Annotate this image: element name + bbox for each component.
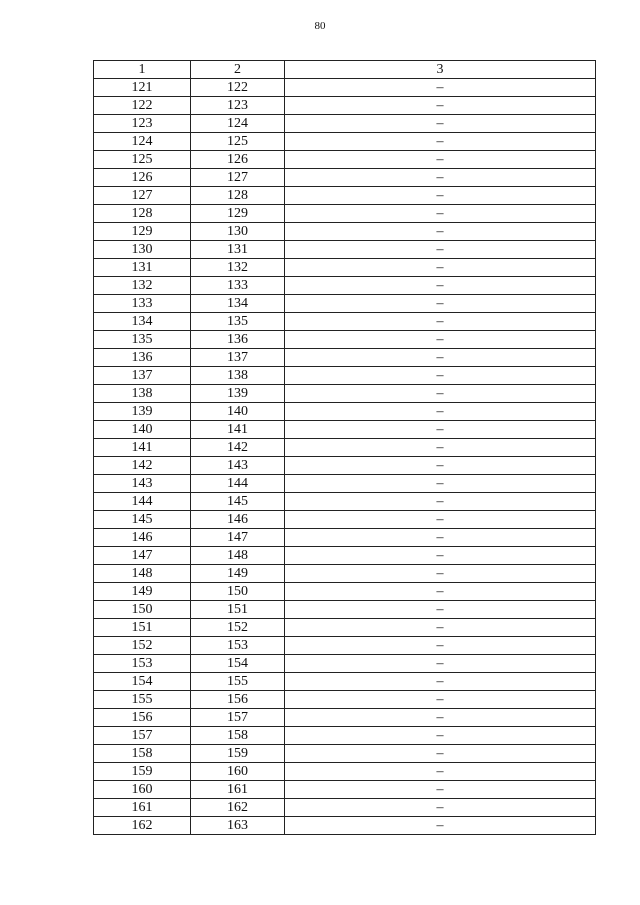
table-cell-col-3: – bbox=[285, 637, 596, 655]
table-row bbox=[94, 457, 596, 475]
table-cell-col-1: 142 bbox=[94, 457, 191, 475]
table-cell-col-2: 163 bbox=[191, 817, 285, 835]
table-cell-col-2: 130 bbox=[191, 223, 285, 241]
table-cell-col-3: – bbox=[285, 259, 596, 277]
table-cell-col-1: 139 bbox=[94, 403, 191, 421]
table-cell-col-2: 156 bbox=[191, 691, 285, 709]
table-cell-col-3: – bbox=[285, 403, 596, 421]
table-cell-col-1: 124 bbox=[94, 133, 191, 151]
table-cell-col-3: – bbox=[285, 367, 596, 385]
table-cell-col-1: 125 bbox=[94, 151, 191, 169]
table-cell-col-2: 161 bbox=[191, 781, 285, 799]
table-cell-col-2: 145 bbox=[191, 493, 285, 511]
table-cell-col-3: – bbox=[285, 313, 596, 331]
table-cell-col-3: – bbox=[285, 475, 596, 493]
table-cell-col-2: 151 bbox=[191, 601, 285, 619]
table-cell-col-2: 140 bbox=[191, 403, 285, 421]
table-cell-col-1: 122 bbox=[94, 97, 191, 115]
table-cell-col-2: 133 bbox=[191, 277, 285, 295]
table-row bbox=[94, 547, 596, 565]
table-cell-col-2: 129 bbox=[191, 205, 285, 223]
table-row bbox=[94, 691, 596, 709]
table-cell-col-1: 132 bbox=[94, 277, 191, 295]
table-row bbox=[94, 223, 596, 241]
table-cell-col-3: – bbox=[285, 349, 596, 367]
table-row bbox=[94, 187, 596, 205]
table-cell-col-3: – bbox=[285, 529, 596, 547]
table-row bbox=[94, 367, 596, 385]
table-cell-col-3: – bbox=[285, 277, 596, 295]
table-row bbox=[94, 637, 596, 655]
table-cell-col-1: 153 bbox=[94, 655, 191, 673]
table-cell-col-2: 124 bbox=[191, 115, 285, 133]
page-number: 80 bbox=[314, 20, 326, 32]
table-cell-col-2: 146 bbox=[191, 511, 285, 529]
table-row bbox=[94, 205, 596, 223]
table-row bbox=[94, 475, 596, 493]
table-cell-col-1: 140 bbox=[94, 421, 191, 439]
table-row bbox=[94, 529, 596, 547]
table-row bbox=[94, 709, 596, 727]
table-cell-col-3: – bbox=[285, 763, 596, 781]
table-cell-col-2: 143 bbox=[191, 457, 285, 475]
table-cell-col-1: 161 bbox=[94, 799, 191, 817]
table-cell-col-2: 153 bbox=[191, 637, 285, 655]
table-cell-col-1: 134 bbox=[94, 313, 191, 331]
table-cell-col-3: – bbox=[285, 727, 596, 745]
table-cell-col-1: 141 bbox=[94, 439, 191, 457]
table-cell-col-3: – bbox=[285, 691, 596, 709]
table-cell-col-3: – bbox=[285, 781, 596, 799]
table-row bbox=[94, 421, 596, 439]
table-cell-col-2: 123 bbox=[191, 97, 285, 115]
table-cell-col-3: – bbox=[285, 385, 596, 403]
table-cell-col-1: 126 bbox=[94, 169, 191, 187]
table-cell-col-2: 160 bbox=[191, 763, 285, 781]
table-cell-col-1: 143 bbox=[94, 475, 191, 493]
table-cell-col-3: – bbox=[285, 331, 596, 349]
table-cell-col-2: 157 bbox=[191, 709, 285, 727]
table-row bbox=[94, 385, 596, 403]
table-body bbox=[94, 79, 596, 835]
table-cell-col-3: – bbox=[285, 169, 596, 187]
table-row bbox=[94, 169, 596, 187]
table-cell-col-2: 122 bbox=[191, 79, 285, 97]
table-cell-col-3: – bbox=[285, 295, 596, 313]
table-cell-col-3: – bbox=[285, 205, 596, 223]
header-cell-2: 2 bbox=[191, 61, 285, 79]
table-cell-col-3: – bbox=[285, 493, 596, 511]
table-cell-col-3: – bbox=[285, 709, 596, 727]
table-row bbox=[94, 259, 596, 277]
table-row bbox=[94, 331, 596, 349]
table-cell-col-2: 158 bbox=[191, 727, 285, 745]
table-cell-col-2: 137 bbox=[191, 349, 285, 367]
table-cell-col-3: – bbox=[285, 583, 596, 601]
table-cell-col-2: 152 bbox=[191, 619, 285, 637]
table-cell-col-3: – bbox=[285, 565, 596, 583]
table-cell-col-3: – bbox=[285, 421, 596, 439]
table-row bbox=[94, 655, 596, 673]
table-cell-col-2: 155 bbox=[191, 673, 285, 691]
header-cell-3: 3 bbox=[285, 61, 596, 79]
table-cell-col-3: – bbox=[285, 619, 596, 637]
table-cell-col-1: 158 bbox=[94, 745, 191, 763]
table-cell-col-3: – bbox=[285, 79, 596, 97]
table-row bbox=[94, 133, 596, 151]
table-cell-col-3: – bbox=[285, 151, 596, 169]
table-cell-col-3: – bbox=[285, 439, 596, 457]
table-row bbox=[94, 97, 596, 115]
table-row bbox=[94, 79, 596, 97]
table-cell-col-1: 130 bbox=[94, 241, 191, 259]
table-cell-col-2: 159 bbox=[191, 745, 285, 763]
table-row bbox=[94, 295, 596, 313]
table-cell-col-1: 145 bbox=[94, 511, 191, 529]
data-table bbox=[93, 60, 596, 835]
table-cell-col-2: 136 bbox=[191, 331, 285, 349]
table-cell-col-3: – bbox=[285, 745, 596, 763]
table-cell-col-2: 139 bbox=[191, 385, 285, 403]
table-cell-col-1: 123 bbox=[94, 115, 191, 133]
table-cell-col-1: 155 bbox=[94, 691, 191, 709]
table-row bbox=[94, 349, 596, 367]
table-cell-col-2: 149 bbox=[191, 565, 285, 583]
table-row bbox=[94, 745, 596, 763]
table-row bbox=[94, 151, 596, 169]
table-cell-col-1: 152 bbox=[94, 637, 191, 655]
table-row bbox=[94, 799, 596, 817]
table-cell-col-1: 131 bbox=[94, 259, 191, 277]
table-row bbox=[94, 277, 596, 295]
table-row bbox=[94, 439, 596, 457]
table-row bbox=[94, 673, 596, 691]
table-cell-col-1: 156 bbox=[94, 709, 191, 727]
table-row bbox=[94, 493, 596, 511]
table-cell-col-2: 142 bbox=[191, 439, 285, 457]
table-row bbox=[94, 763, 596, 781]
header-row bbox=[94, 61, 596, 79]
table-header bbox=[94, 61, 596, 79]
table-cell-col-1: 150 bbox=[94, 601, 191, 619]
table-cell-col-1: 147 bbox=[94, 547, 191, 565]
table-cell-col-1: 137 bbox=[94, 367, 191, 385]
table-row bbox=[94, 619, 596, 637]
table-row bbox=[94, 601, 596, 619]
table-cell-col-3: – bbox=[285, 241, 596, 259]
table-cell-col-3: – bbox=[285, 655, 596, 673]
table-cell-col-3: – bbox=[285, 457, 596, 475]
table-cell-col-3: – bbox=[285, 601, 596, 619]
table-cell-col-3: – bbox=[285, 547, 596, 565]
header-cell-1: 1 bbox=[94, 61, 191, 79]
table-cell-col-1: 148 bbox=[94, 565, 191, 583]
table-row bbox=[94, 313, 596, 331]
table-cell-col-2: 141 bbox=[191, 421, 285, 439]
table-cell-col-2: 125 bbox=[191, 133, 285, 151]
table-cell-col-3: – bbox=[285, 115, 596, 133]
table-cell-col-1: 127 bbox=[94, 187, 191, 205]
table-cell-col-2: 126 bbox=[191, 151, 285, 169]
table-cell-col-1: 160 bbox=[94, 781, 191, 799]
table-row bbox=[94, 115, 596, 133]
table-row bbox=[94, 241, 596, 259]
table-cell-col-3: – bbox=[285, 97, 596, 115]
table-cell-col-1: 136 bbox=[94, 349, 191, 367]
table-cell-col-1: 128 bbox=[94, 205, 191, 223]
table-cell-col-1: 157 bbox=[94, 727, 191, 745]
table-cell-col-2: 148 bbox=[191, 547, 285, 565]
table-row bbox=[94, 511, 596, 529]
table-cell-col-3: – bbox=[285, 511, 596, 529]
table-cell-col-2: 144 bbox=[191, 475, 285, 493]
table-cell-col-3: – bbox=[285, 673, 596, 691]
table-row bbox=[94, 403, 596, 421]
table-cell-col-2: 134 bbox=[191, 295, 285, 313]
table-cell-col-2: 154 bbox=[191, 655, 285, 673]
table-cell-col-2: 128 bbox=[191, 187, 285, 205]
table-cell-col-2: 147 bbox=[191, 529, 285, 547]
table-cell-col-3: – bbox=[285, 187, 596, 205]
table-cell-col-2: 150 bbox=[191, 583, 285, 601]
table-row bbox=[94, 583, 596, 601]
table-row bbox=[94, 565, 596, 583]
table-cell-col-1: 121 bbox=[94, 79, 191, 97]
table-cell-col-1: 154 bbox=[94, 673, 191, 691]
table-cell-col-2: 135 bbox=[191, 313, 285, 331]
table-cell-col-3: – bbox=[285, 799, 596, 817]
table-cell-col-2: 162 bbox=[191, 799, 285, 817]
table-cell-col-1: 162 bbox=[94, 817, 191, 835]
table-row bbox=[94, 781, 596, 799]
table-row bbox=[94, 727, 596, 745]
table-cell-col-1: 151 bbox=[94, 619, 191, 637]
table-cell-col-1: 146 bbox=[94, 529, 191, 547]
table-row bbox=[94, 817, 596, 835]
table-cell-col-2: 127 bbox=[191, 169, 285, 187]
table-cell-col-1: 138 bbox=[94, 385, 191, 403]
table-cell-col-1: 129 bbox=[94, 223, 191, 241]
table-cell-col-1: 133 bbox=[94, 295, 191, 313]
table-cell-col-1: 149 bbox=[94, 583, 191, 601]
table-cell-col-1: 144 bbox=[94, 493, 191, 511]
table-cell-col-1: 159 bbox=[94, 763, 191, 781]
table-cell-col-2: 138 bbox=[191, 367, 285, 385]
table-cell-col-2: 131 bbox=[191, 241, 285, 259]
table-cell-col-1: 135 bbox=[94, 331, 191, 349]
table-cell-col-3: – bbox=[285, 817, 596, 835]
table-cell-col-2: 132 bbox=[191, 259, 285, 277]
table-cell-col-3: – bbox=[285, 133, 596, 151]
table-cell-col-3: – bbox=[285, 223, 596, 241]
